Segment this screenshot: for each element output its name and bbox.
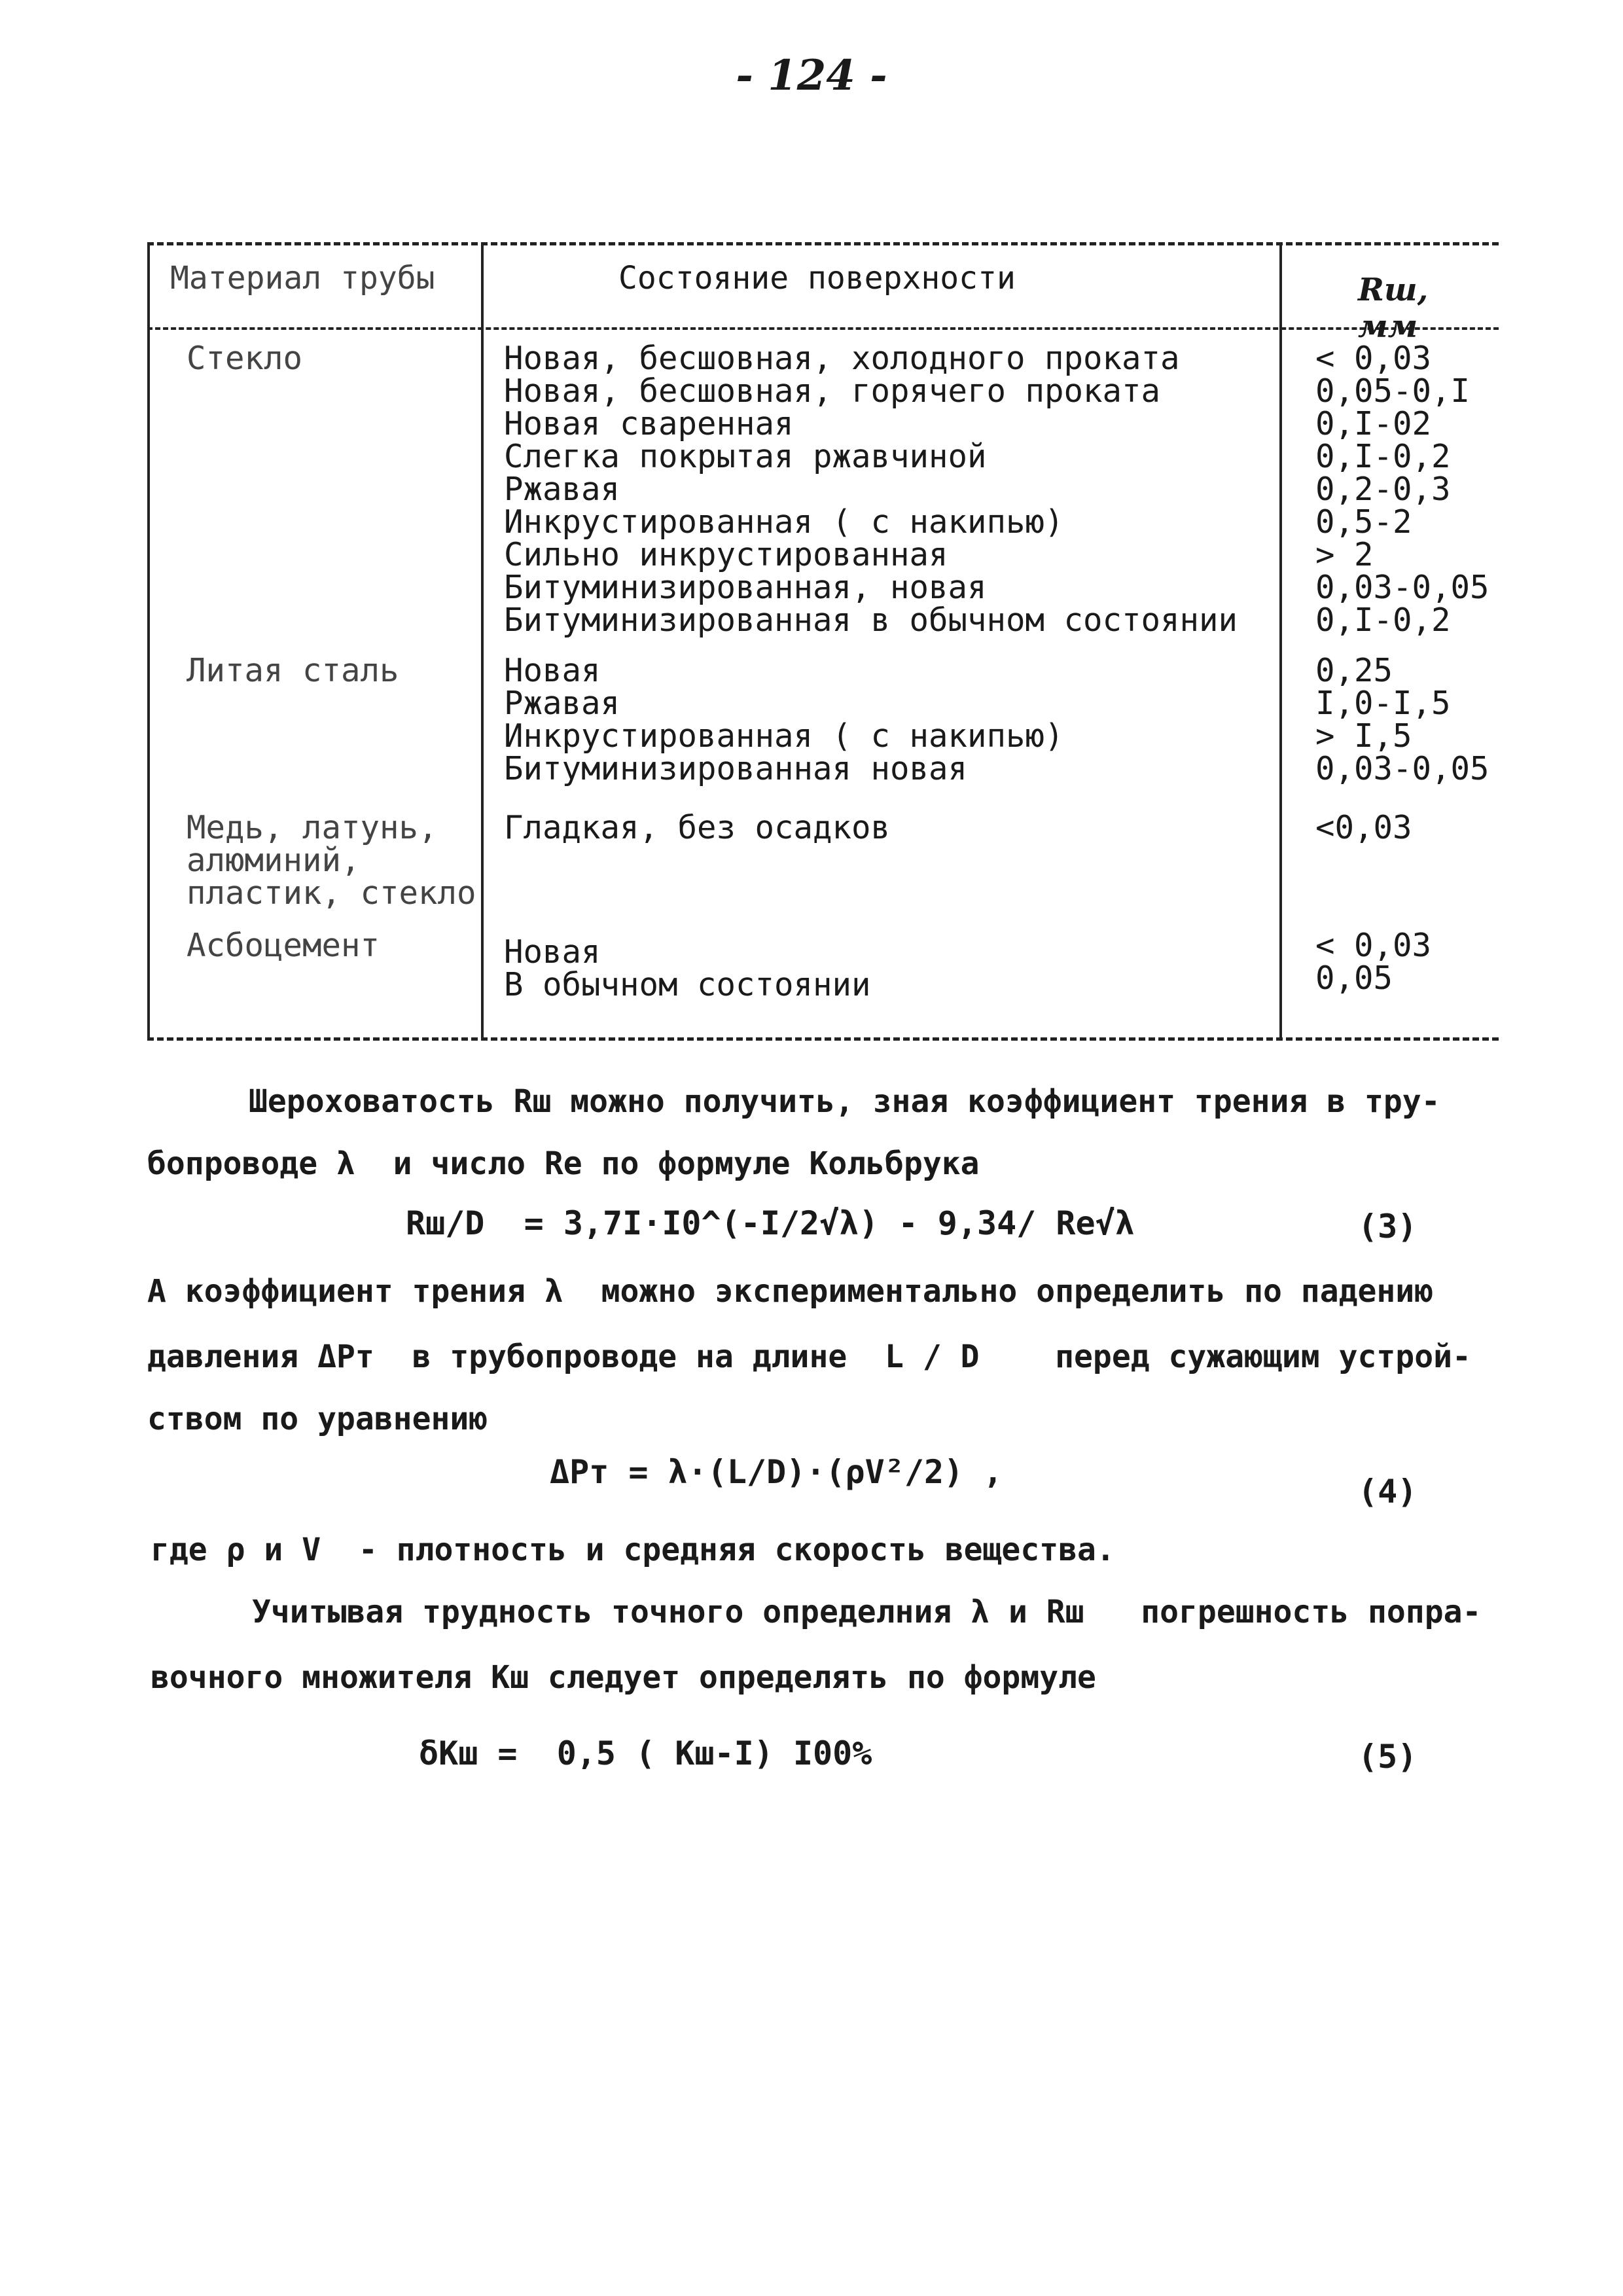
state-row: Слегка покрытая ржавчиной bbox=[504, 438, 987, 475]
equation-4: ΔPт = λ·(L/D)·(ρV²/2) , bbox=[550, 1453, 1003, 1491]
equation-3-number: (3) bbox=[1358, 1208, 1418, 1246]
material-copper-group: Медь, латунь, алюминий, пластик, стекло bbox=[187, 809, 476, 912]
value-row: 0,05 bbox=[1315, 960, 1393, 997]
state-row: Инкрустированная ( с накипью) bbox=[504, 717, 1064, 755]
state-row: В обычном состоянии bbox=[504, 966, 871, 1003]
table-border-left bbox=[147, 245, 150, 1037]
table-divider-2 bbox=[1279, 245, 1282, 1037]
header-roughness: Rш, мм bbox=[1358, 272, 1429, 345]
state-row: Битуминизированная в обычном состоянии bbox=[504, 601, 1238, 639]
equation-5-number: (5) bbox=[1358, 1738, 1418, 1776]
material-asbestos-cement: Асбоцемент bbox=[187, 927, 380, 964]
paragraph-line: вочного множителя Кш следует определять по формуле bbox=[151, 1659, 1096, 1696]
material-glass: Стекло bbox=[187, 340, 303, 377]
value-row: 0,2-0,3 bbox=[1315, 471, 1451, 508]
value-row: 0,I-02 bbox=[1315, 405, 1432, 442]
value-row: > I,5 bbox=[1315, 717, 1412, 755]
state-row: Инкрустированная ( с накипью) bbox=[504, 503, 1064, 541]
equation-3: Rш/D = 3,7I·I0^(-I/2√λ) - 9,34/ Re√λ bbox=[406, 1204, 1135, 1242]
state-row: Битуминизированная новая bbox=[504, 750, 968, 787]
table-header-rule bbox=[147, 327, 1499, 330]
material-cast-steel: Литая сталь bbox=[187, 652, 399, 689]
paragraph-line: Учитывая трудность точного определния λ и Rш погрешность попра- bbox=[252, 1594, 1482, 1630]
value-row: 0,03-0,05 bbox=[1315, 750, 1489, 787]
state-row: Сильно инкрустированная bbox=[504, 536, 948, 573]
value-row: 0,25 bbox=[1315, 652, 1393, 689]
equation-4-number: (4) bbox=[1358, 1473, 1418, 1511]
value-row: < 0,03 bbox=[1315, 927, 1432, 964]
equation-5: δКш = 0,5 ( Кш-I) I00% bbox=[419, 1734, 872, 1772]
value-row: < 0,03 bbox=[1315, 340, 1432, 377]
state-row: Новая bbox=[504, 652, 601, 689]
state-row: Битуминизированная, новая bbox=[504, 569, 987, 606]
paragraph-line: А коэффициент трения λ можно экспериментально определить по падению bbox=[147, 1273, 1434, 1310]
value-row: <0,03 bbox=[1315, 809, 1412, 846]
state-row: Гладкая, без осадков bbox=[504, 809, 891, 846]
paragraph-line: где ρ и V - плотность и средняя скорость вещества. bbox=[151, 1532, 1115, 1568]
state-row: Ржавая bbox=[504, 685, 620, 722]
state-row: Новая, бесшовная, горячего проката bbox=[504, 372, 1161, 410]
paragraph-line: Шероховатость Rш можно получить, зная коэффициент трения в тру- bbox=[249, 1083, 1440, 1120]
state-row: Ржавая bbox=[504, 471, 620, 508]
paragraph-line: бопроводе λ и число Re по формуле Кольбрука bbox=[147, 1145, 980, 1182]
value-row: 0,I-0,2 bbox=[1315, 438, 1451, 475]
header-material: Материал трубы bbox=[170, 260, 435, 296]
value-row: I,0-I,5 bbox=[1315, 685, 1451, 722]
value-row: > 2 bbox=[1315, 536, 1374, 573]
value-row: 0,I-0,2 bbox=[1315, 601, 1451, 639]
state-row: Новая сваренная bbox=[504, 405, 794, 442]
paragraph-line: ством по уравнению bbox=[147, 1401, 488, 1437]
header-surface: Состояние поверхности bbox=[618, 260, 1016, 296]
table-divider-1 bbox=[481, 245, 484, 1037]
state-row: Новая, бесшовная, холодного проката bbox=[504, 340, 1180, 377]
value-row: 0,5-2 bbox=[1315, 503, 1412, 541]
paragraph-line: давления ΔPт в трубопроводе на длине L / D перед сужающим устрой- bbox=[147, 1338, 1471, 1375]
value-row: 0,05-0,I bbox=[1315, 372, 1471, 410]
value-row: 0,03-0,05 bbox=[1315, 569, 1489, 606]
roughness-table bbox=[147, 242, 1499, 1041]
page-number: - 124 - bbox=[736, 51, 887, 100]
state-row: Новая bbox=[504, 933, 601, 971]
